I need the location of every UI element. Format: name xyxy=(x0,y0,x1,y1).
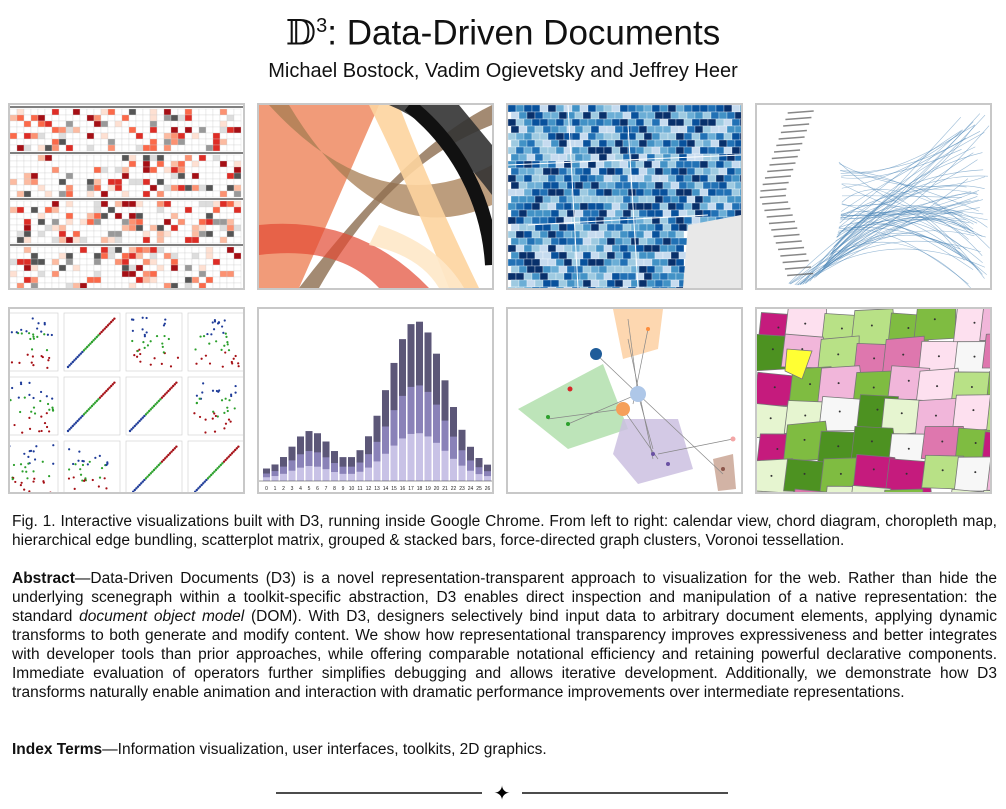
histogram-tick-label: 16 xyxy=(400,486,406,492)
voronoi-tessellation-image xyxy=(755,307,992,494)
edge-bundling-image xyxy=(755,103,992,290)
histogram-tick-label: 5 xyxy=(308,486,311,492)
index-terms-label: Index Terms xyxy=(12,741,102,758)
histogram-tick-label: 3 xyxy=(291,486,294,492)
histogram-tick-label: 23 xyxy=(459,486,465,492)
histogram-tick-label: 19 xyxy=(425,486,431,492)
histogram-tick-label: 10 xyxy=(349,486,355,492)
histogram-tick-label: 18 xyxy=(417,486,423,492)
histogram-tick-label: 7 xyxy=(325,486,328,492)
figure-caption: Fig. 1. Interactive visualizations built with D3, running inside Google Chrome. From left to right: calendar view, chord diagram, choropleth map, hierarchical edge bundling, scatterplot matrix, grouped & stacked bars, force-directed graph clusters, Voronoi tessellation. xyxy=(12,512,997,550)
d3-logo: 𝔻 xyxy=(286,14,316,54)
histogram-tick-label: 25 xyxy=(476,486,482,492)
histogram-tick-label: 13 xyxy=(374,486,380,492)
histogram-tick-label: 15 xyxy=(391,486,397,492)
choropleth-map-image xyxy=(506,103,743,290)
histogram-tick-label: 17 xyxy=(408,486,414,492)
force-graph-image xyxy=(506,307,743,494)
histogram-tick-label: 0 xyxy=(265,486,268,492)
histogram-tick-label: 9 xyxy=(342,486,345,492)
index-terms-text: Information visualization, user interfaces, toolkits, 2D graphics. xyxy=(118,741,547,758)
chord-diagram-image xyxy=(257,103,494,290)
abstract-text-2: (DOM). With D3, designers selectively bind input data to arbitrary document elements, applying dynamic transforms to both generate and modify content. We show how representational transparency improves expressiveness and better integrates with developer tools than prior approaches, while offering comparable notational efficiency and retaining powerful declarative components. Immediate evaluation of operators further simplifies debugging and allows iterative development. Additionally, we demonstrate how D3 transforms naturally enable animation and interaction with dramatic performance improvements over intermediate representations. xyxy=(12,608,997,701)
abstract-label: Abstract xyxy=(12,570,75,587)
histogram-tick-label: 8 xyxy=(333,486,336,492)
abstract xyxy=(12,569,997,702)
title-text: : Data-Driven Documents xyxy=(327,14,720,53)
index-terms-dash: — xyxy=(102,741,118,758)
stacked-bars-image xyxy=(257,307,494,494)
histogram-tick-label: 2 xyxy=(282,486,285,492)
authors: Michael Bostock, Vadim Ogievetsky and Jeffrey Heer xyxy=(0,58,1006,84)
histogram-tick-label: 22 xyxy=(451,486,457,492)
histogram-tick-label: 12 xyxy=(366,486,372,492)
histogram-tick-label: 11 xyxy=(357,486,362,492)
abstract-emphasis: document object model xyxy=(79,608,244,625)
index-terms xyxy=(12,740,997,759)
section-separator xyxy=(276,782,728,804)
abstract-dash: — xyxy=(75,570,91,587)
scatterplot-matrix-image xyxy=(8,307,245,494)
histogram-tick-label: 21 xyxy=(442,486,448,492)
histogram-tick-label: 6 xyxy=(316,486,319,492)
calendar-view-image xyxy=(8,103,245,290)
separator-star-icon: ✦ xyxy=(494,782,511,804)
histogram-tick-label: 14 xyxy=(383,486,389,492)
histogram-tick-label: 20 xyxy=(434,486,440,492)
histogram-tick-label: 1 xyxy=(274,486,277,492)
histogram-tick-label: 26 xyxy=(485,486,491,492)
histogram-tick-label: 24 xyxy=(468,486,474,492)
paper-title xyxy=(0,4,1006,56)
d3-logo-exponent: 3 xyxy=(316,15,327,37)
abstract-text-1: Data-Driven Documents (D3) is a novel representation-transparent approach to visualization for the web. Rather than hide the underlying scenegraph within a toolkit-specific abstraction, D3 enables direct inspection and manipulation of a native representation: the standard xyxy=(12,570,997,625)
histogram-tick-label: 4 xyxy=(299,486,302,492)
